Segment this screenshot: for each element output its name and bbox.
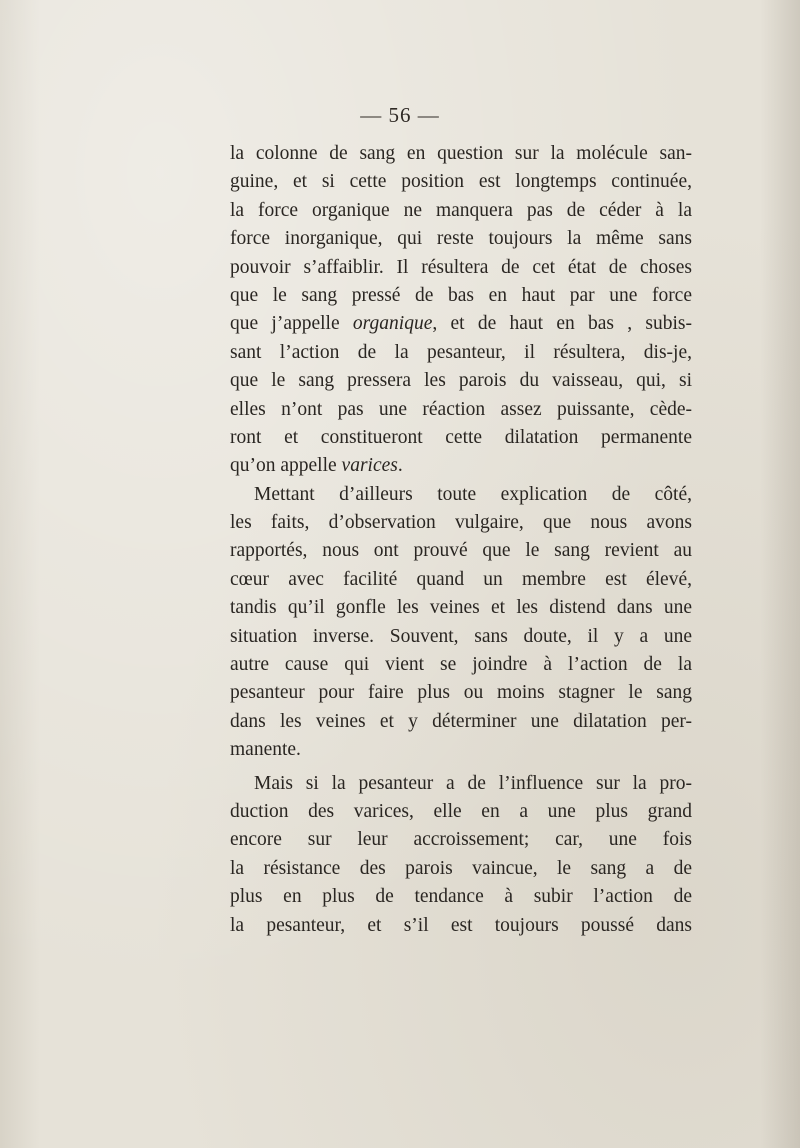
text-line: Mais si la pesanteur a de l’influence sur la pro- xyxy=(254,772,692,794)
text-line: pesanteur pour faire plus ou moins stagner le sang xyxy=(230,682,692,704)
text-line: ront et constitueront cette dilatation permanente xyxy=(230,426,692,448)
text-line: elles n’ont pas une réaction assez puissante, cède- xyxy=(230,398,692,420)
text-run: qu’on appelle xyxy=(230,455,342,477)
text-line: cœur avec facilité quand un membre est élevé, xyxy=(230,568,692,590)
text-line: que le sang pressé de bas en haut par une force xyxy=(230,284,692,306)
text-line: situation inverse. Souvent, sans doute, il y a une xyxy=(230,625,692,647)
text-line: la colonne de sang en question sur la molécule san- xyxy=(230,143,692,164)
text-line: autre cause qui vient se joindre à l’action de la xyxy=(230,654,692,676)
text-line: que le sang pressera les parois du vaisseau, qui, si xyxy=(230,370,692,392)
paragraph-1 xyxy=(230,140,692,481)
text-line: rapportés, nous ont prouvé que le sang revient au xyxy=(230,540,692,562)
text-line: Mettant d’ailleurs toute explication de côté, xyxy=(254,483,692,505)
text-line: duction des varices, elle en a une plus grand xyxy=(230,800,692,822)
text-line: pouvoir s’affaiblir. Il résultera de cet état de choses xyxy=(230,256,692,278)
text-line: la pesanteur, et s’il est toujours poussé dans xyxy=(230,914,692,936)
text-line: tandis qu’il gonfle les veines et les distend dans une xyxy=(230,597,692,619)
italic-term: varices xyxy=(341,455,398,477)
italic-term: organique xyxy=(352,313,433,335)
text-run: , et de haut en bas , subis- xyxy=(432,313,692,335)
text-line xyxy=(230,452,692,480)
text-line: force inorganique, qui reste toujours la même sans xyxy=(230,228,692,250)
text-line: sant l’action de la pesanteur, il résultera, dis-je, xyxy=(230,341,692,363)
text-line: la résistance des parois vaincue, le sang a de xyxy=(230,857,692,879)
page-number: — 56 — xyxy=(360,103,440,127)
text-line: dans les veines et y déterminer une dilatation per- xyxy=(230,710,692,732)
text-run: . xyxy=(397,455,403,477)
text-run: que j’appelle xyxy=(230,313,353,335)
paragraph-3 xyxy=(230,770,692,940)
text-line xyxy=(230,310,692,338)
text-line: encore sur leur accroissement; car, une fois xyxy=(230,829,692,851)
text-line: la force organique ne manquera pas de céder à la xyxy=(230,199,692,221)
text-line: manente. xyxy=(230,739,301,761)
text-line: guine, et si cette position est longtemps continuée, xyxy=(230,171,692,193)
paragraph-2 xyxy=(230,481,692,765)
text-line: plus en plus de tendance à subir l’action de xyxy=(230,886,692,908)
body-text xyxy=(230,140,692,940)
text-line: les faits, d’observation vulgaire, que nous avons xyxy=(230,512,692,534)
